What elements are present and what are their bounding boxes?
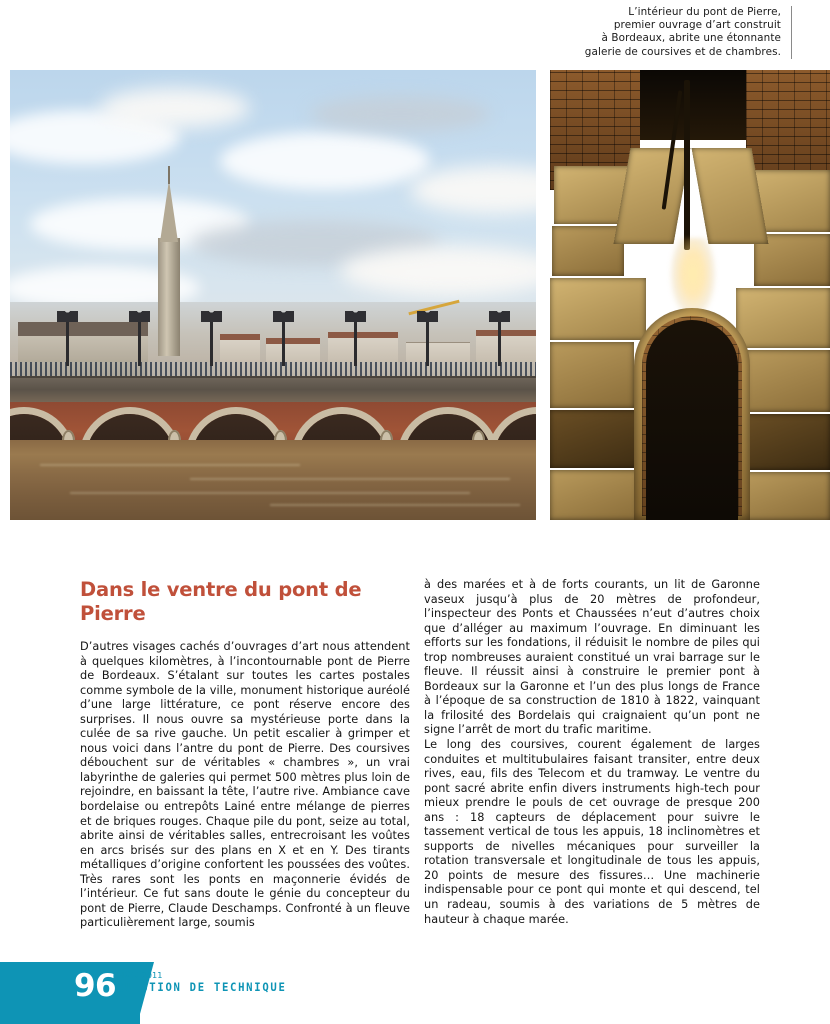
article-column-left: [80, 640, 410, 931]
photo-pont-de-pierre-exterior: [10, 70, 536, 520]
street-lamp: [282, 320, 285, 366]
footer-section-name: QUESTION DE TECHNIQUE: [117, 981, 287, 995]
cloud: [100, 88, 250, 128]
building-roof: [476, 330, 536, 336]
street-lamp: [138, 320, 141, 366]
garonne-river: [10, 440, 536, 520]
stone-block: [550, 410, 642, 468]
stone-block: [550, 278, 646, 340]
bridge-deck: [10, 376, 536, 404]
water-streak: [40, 464, 300, 466]
stone-block: [746, 350, 830, 412]
street-lamp: [66, 320, 69, 366]
page-title: Dans le ventre du pont de Pierre: [80, 578, 362, 625]
cloud: [220, 132, 430, 190]
stone-block: [552, 226, 624, 276]
caption-line-1: L’intérieur du pont de Pierre,: [628, 6, 781, 18]
conduit-pipe: [684, 80, 690, 250]
street-lamp: [354, 320, 357, 366]
photo-caption: [560, 6, 792, 59]
stone-block: [736, 288, 830, 348]
spire-needle: [168, 166, 170, 184]
caption-line-2: premier ouvrage d’art construit: [613, 19, 781, 32]
building-roof: [328, 332, 398, 338]
cloud: [310, 96, 490, 132]
water-streak: [190, 478, 510, 480]
publication-year: 2011: [141, 970, 163, 980]
stone-block: [550, 342, 634, 408]
saint-michel-spire: [158, 238, 180, 356]
page-number: 96: [74, 968, 116, 1004]
water-streak: [70, 492, 470, 494]
gallery-lamp-glow: [668, 238, 718, 358]
caption-line-4: galerie de coursives et de chambres.: [584, 45, 781, 58]
caption-line-3: à Bordeaux, abrite une étonnante: [601, 32, 781, 45]
church-roof: [18, 322, 148, 336]
street-lamp: [426, 320, 429, 366]
street-lamp: [210, 320, 213, 366]
article-paragraph: à des marées et à de forts courants, un lit de Garonne vaseux jusqu’à plus de 20 mètres de profondeur, l’inspecteur des Ponts et Chaussées n’eut d’autres choix que d’alléger au maximum l’ouvrage. En diminuant les efforts sur les fondations, il réduisit le nombre de piles qui trop nombreuses auraient constitué un vrai barrage sur le fleuve. Il réussit ainsi à construire le premier pont à Bordeaux sur la Garonne et l’un des plus longs de France à l’époque de sa construction de 1810 à 1822, vainquant la frilosité des Bordelais qui craignaient qu’un pont ne signe l’arrêt de mort du trafic maritime.: [424, 578, 760, 737]
photo-pont-de-pierre-interior: [550, 70, 830, 520]
article-paragraph: Le long des coursives, courent également de larges conduites et multitubulaires faisant transiter, entre deux rives, eau, fils des Telecom et du tramway. Le ventre du pont sacré abrite enfin divers instruments high-tech pour mieux prendre le pouls de cet ouvrage de presque 200 ans : 18 capteurs de déplacement pour suivre le tassement vertical de tous les appuis, 18 inclinomètres et supports de nivelles mécaniques pour surveiller la rotation transversale et longitudinale de tous les appuis, 20 points de mesure des fissures… Une machinerie indispensable pour ce pont qui monte et qui descend, tel un radeau, soumis à des variations de 5 mètres de hauteur à chaque marée.: [424, 738, 760, 926]
footer-issue-line: [117, 970, 287, 981]
building-roof: [266, 338, 320, 344]
footer-publication-info: [117, 970, 287, 994]
stone-block: [744, 472, 830, 520]
article-paragraph: D’autres visages cachés d’ouvrages d’art nous attendent à quelques kilomètres, à l’incontournable pont de Pierre de Bordeaux. S’étalant sur toutes les cartes postales comme symbole de la ville, monument historique auréolé d’une large littérature, ce pont réserve encore des surprises. Il nous ouvre sa mystérieuse porte dans la culée de sa rive gauche. Un petit escalier à grimper et nous voici dans l’antre du pont de Pierre. Des coursives débouchent sur de véritables « chambres », un vrai labyrinthe de galeries qui permet 500 mètres plus loin de rejoindre, en baissant la tête, l’autre rive. Ambiance cave bordelaise ou entrepôts Lainé entre mélange de pierres et de briques rouges. Chaque pile du pont, seize au total, abrite ainsi de véritables salles, entrecroisant les voûtes en arcs brisés sur des plans en X et en Y. Des tirants métalliques d’origine confortent les poussées des voûtes. Très rares sont les ponts en maçonnerie évidés de l’intérieur. Ce fut sans doute le génie du concepteur du pont de Pierre, Claude Deschamps. Confronté à un fleuve particulièrement large, soumis: [80, 640, 410, 930]
building-roof: [220, 334, 260, 340]
stone-block: [550, 470, 638, 520]
publication-name: H2O: [117, 971, 139, 981]
water-streak: [270, 504, 520, 506]
street-lamp: [498, 320, 501, 366]
spire-cone: [160, 180, 178, 242]
article-column-right: [424, 578, 760, 927]
stone-block: [740, 414, 830, 470]
